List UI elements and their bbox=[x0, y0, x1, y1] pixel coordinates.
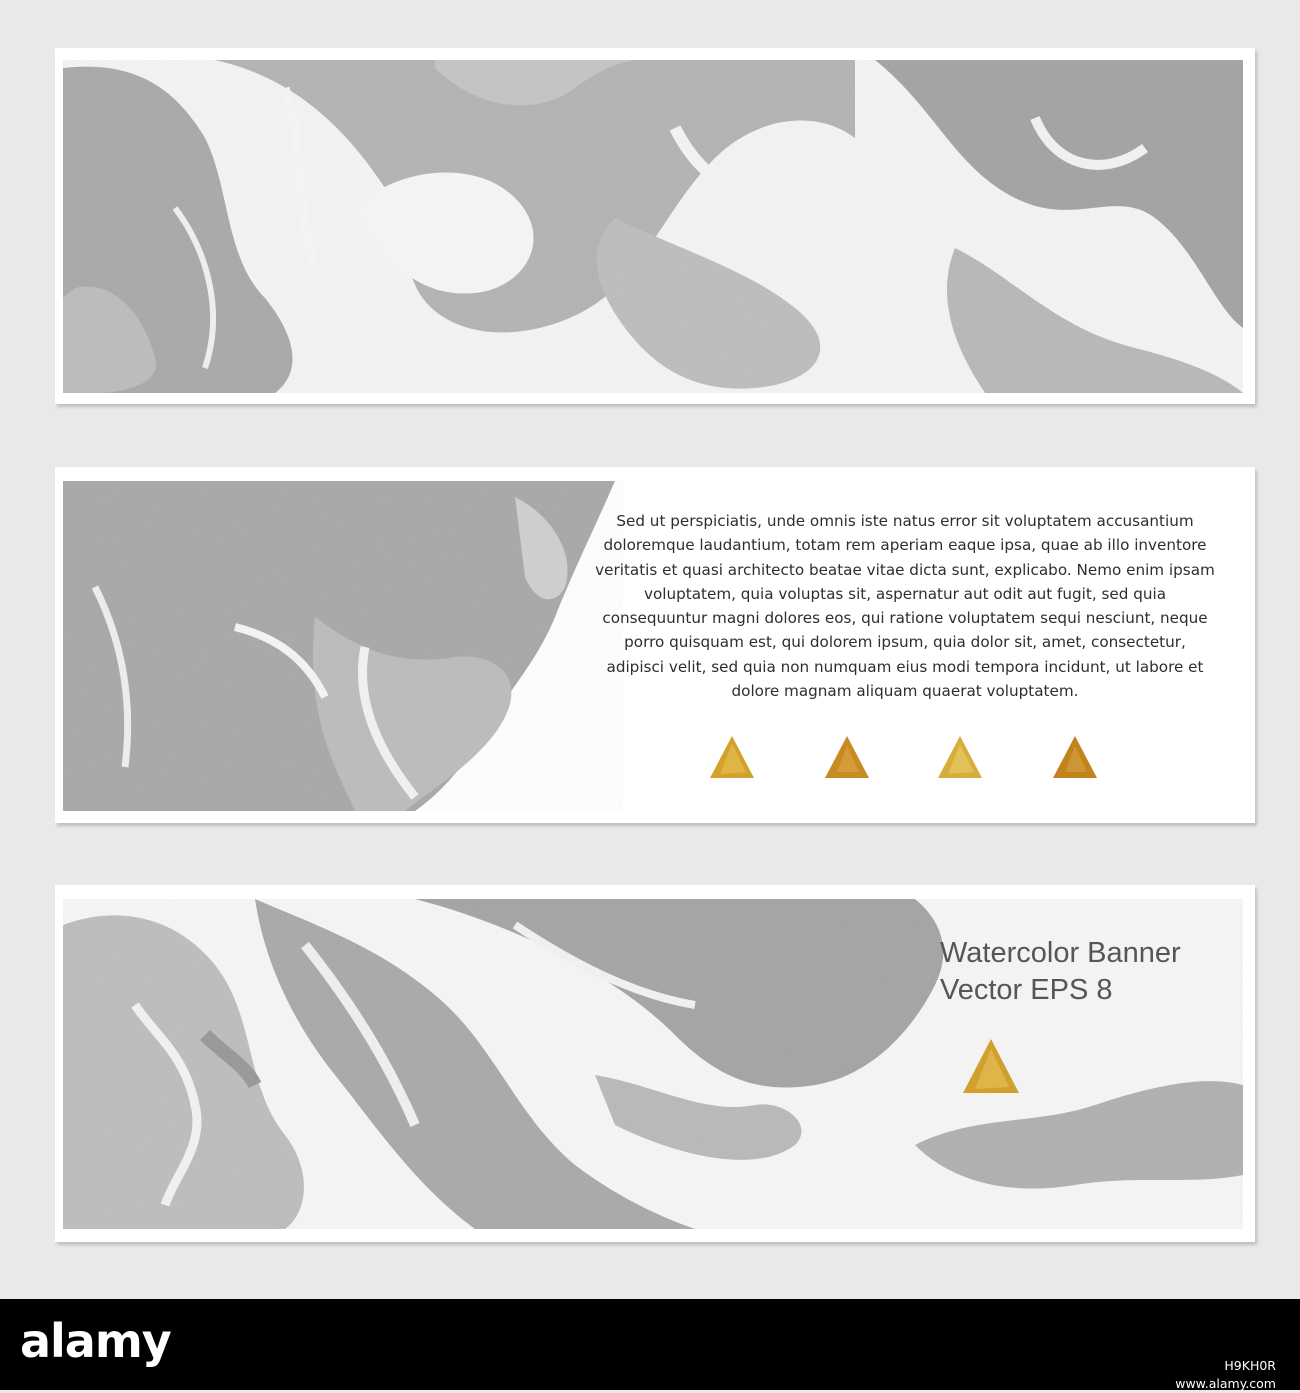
banner-3-title bbox=[940, 935, 1181, 1009]
title-line-1: Watercolor Banner bbox=[940, 937, 1181, 969]
gold-triangle-icon bbox=[823, 734, 871, 780]
banner-2 bbox=[55, 467, 1255, 823]
gold-triangle-icon bbox=[1051, 734, 1099, 780]
image-id: H9KH0R bbox=[1224, 1358, 1276, 1373]
marble-texture-1 bbox=[55, 48, 1255, 404]
footer-ident bbox=[1175, 1357, 1276, 1393]
triangle-row bbox=[55, 734, 1255, 784]
gold-triangle-icon bbox=[936, 734, 984, 780]
banner-2-paragraph: Sed ut perspiciatis, unde omnis iste natus error sit voluptatem accusantium doloremque laudantium, totam rem aperiam eaque ipsa, quae ab illo inventore veritatis et quasi architecto beatae vitae dicta sunt, explicabo. Nemo enim ipsam voluptatem, quia voluptas sit, aspernatur aut odit aut fugit, sed quia consequuntur magni dolores eos, qui ratione voluptatem sequi nesciunt, neque porro quisquam est, qui dolorem ipsum, quia dolor sit, amet, consectetur, adipisci velit, sed quia non numquam eius modi tempora incidunt, ut labore et dolore magnam aliquam quaerat voluptatem. bbox=[595, 512, 1215, 701]
gold-triangle-icon bbox=[961, 1037, 1021, 1095]
title-line-2: Vector EPS 8 bbox=[940, 974, 1113, 1006]
banner-3 bbox=[55, 885, 1255, 1242]
alamy-logo: alamy bbox=[20, 1314, 171, 1368]
footer-bar bbox=[0, 1299, 1300, 1390]
gold-triangle-icon bbox=[708, 734, 756, 780]
banner-1 bbox=[55, 48, 1255, 404]
site-url: www.alamy.com bbox=[1175, 1376, 1276, 1391]
